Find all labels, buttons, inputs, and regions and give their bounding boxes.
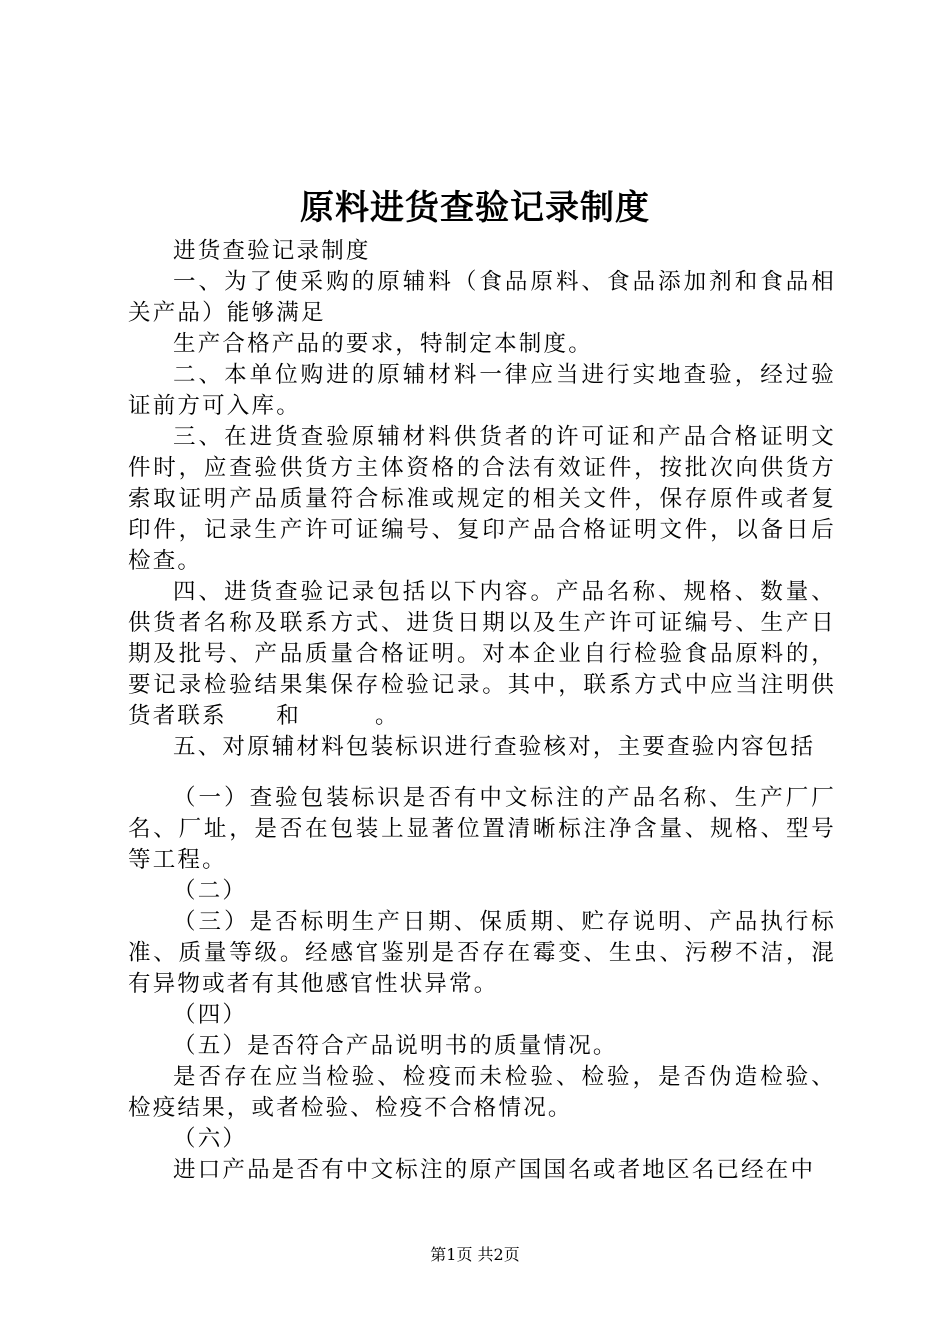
paragraph-sub-5-cont: 是否存在应当检验、检疫而未检验、检验，是否伪造检验、检疫结果，或者检验、检疫不合格情况。 [128, 1064, 836, 1121]
paragraph-item-4: 四、进货查验记录包括以下内容。产品名称、规格、数量、供货者名称及联系方式、进货日期以及生产许可证编号、生产日期及批号、产品质量合格证明。对本企业自行检验食品原料的，要记录检验结果集保存检验记录。其中，联系方式中应当注明供货者联系 和 。 [128, 579, 836, 729]
page-number-footer: 第1页 共2页 [430, 1245, 520, 1264]
paragraph-item-3: 三、在进货查验原辅材料供货者的许可证和产品合格证明文件时，应查验供货方主体资格的合法有效证件，按批次向供货方索取证明产品质量符合标准或规定的相关文件，保存原件或者复印件，记录生产许可证编号、复印产品合格证明文件，以备日后检查。 [128, 424, 836, 574]
paragraph-item-1-cont: 生产合格产品的要求，特制定本制度。 [173, 331, 593, 357]
paragraph-sub-3: （三）是否标明生产日期、保质期、贮存说明、产品执行标准、质量等级。经感官鉴别是否存在霉变、生虫、污秽不洁，混有异物或者有其他感官性状异常。 [128, 909, 836, 997]
paragraph-sub-2: （二） [173, 878, 248, 904]
paragraph-item-1: 一、为了使采购的原辅料（食品原料、食品添加剂和食品相关产品）能够满足 [128, 269, 836, 326]
paragraph-sub-6-cont: 进口产品是否有中文标注的原产国国名或者地区名已经在中 [173, 1157, 816, 1183]
paragraph-item-5: 五、对原辅材料包装标识进行查验核对，主要查验内容包括 [173, 734, 816, 760]
paragraph-item-2: 二、本单位购进的原辅材料一律应当进行实地查验，经过验证前方可入库。 [128, 362, 836, 419]
document-body [128, 236, 836, 1186]
document-title: 原料进货查验记录制度 [300, 188, 650, 228]
paragraph-sub-1: （一）查验包装标识是否有中文标注的产品名称、生产厂厂名、厂址，是否在包装上显著位置清晰标注净含量、规格、型号等工程。 [128, 785, 836, 873]
paragraph-sub-4: （四） [173, 1002, 248, 1028]
paragraph-sub-6: （六） [173, 1126, 248, 1152]
paragraph-sub-5: （五）是否符合产品说明书的质量情况。 [173, 1033, 618, 1059]
paragraph-subtitle: 进货查验记录制度 [173, 238, 371, 264]
